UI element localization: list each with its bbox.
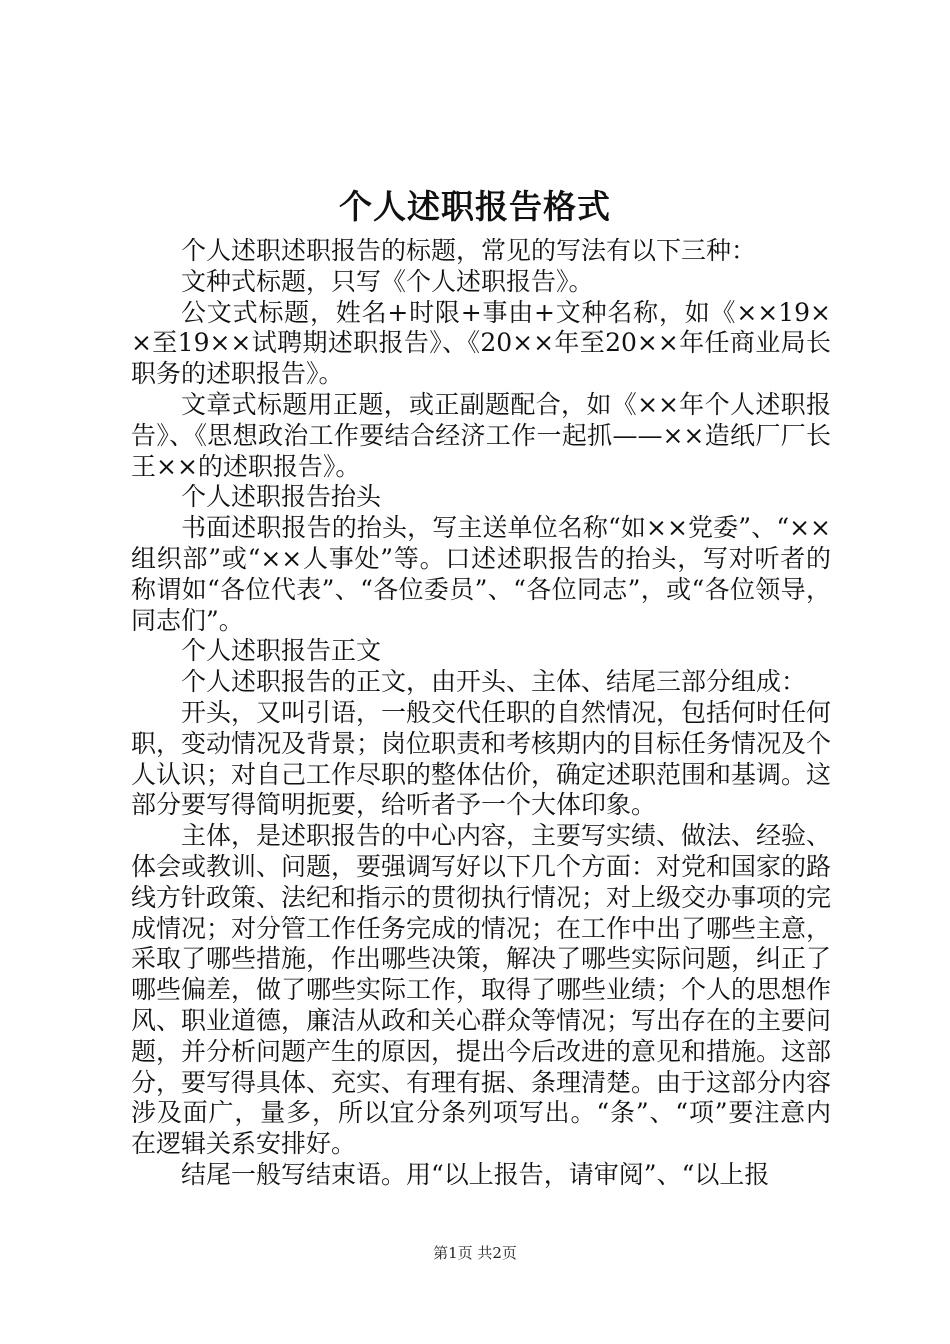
paragraph-opening: 开头，又叫引语，一般交代任职的自然情况，包括何时任何职，变动情况及背景；岗位职责和考核期内的目标任务情况及个人认识；对自己工作尽职的整体估价，确定述职范围和基调。这部分要写得简明扼要，给听者予一个大体印象。 — [131, 697, 832, 820]
document-body — [131, 236, 831, 1191]
paragraph-salutation: 书面述职报告的抬头，写主送单位名称“如××党委”、“××组织部”或“××人事处”等。口述述职报告的抬头，写对听者的称谓如“各位代表”、“各位委员”、“各位同志”，或“各位领导，同志们”。 — [131, 513, 831, 635]
paragraph-official-title: 公文式标题，姓名+时限+事由+文种名称，如《××19××至19××试聘期述职报告》、《20××年至20××年任商业局长职务的述职报告》。 — [131, 297, 831, 389]
paragraph-doc-type-title: 文种式标题，只写《个人述职报告》。 — [181, 266, 594, 296]
paragraph-body-structure: 个人述职报告的正文，由开头、主体、结尾三部分组成： — [181, 667, 807, 697]
paragraph-main-body: 主体，是述职报告的中心内容，主要写实绩、做法、经验、体会或教训、问题，要强调写好以下几个方面：对党和国家的路线方针政策、法纪和指示的贯彻执行情况；对上级交办事项的完成情况；对分管工作任务完成的情况；在工作中出了哪些主意，采取了哪些措施，作出哪些决策，解决了哪些实际问题，纠正了哪些偏差，做了哪些实际工作，取得了哪些业绩；个人的思想作风、职业道德，廉洁从政和关心群众等情况；写出存在的主要问题，并分析问题产生的原因，提出今后改进的意见和措施。这部分，要写得具体、充实、有理有据、条理清楚。由于这部分内容涉及面广，量多，所以宜分条列项写出。“条”、“项”要注意内在逻辑关系安排好。 — [131, 821, 832, 1159]
section-heading-body: 个人述职报告正文 — [181, 636, 382, 666]
page-number-footer: 第1页 共2页 — [433, 1244, 517, 1262]
section-heading-salutation: 个人述职报告抬头 — [181, 482, 382, 512]
paragraph-title-intro: 个人述职述职报告的标题，常见的写法有以下三种： — [181, 236, 757, 265]
paragraph-article-title: 文章式标题用正题，或正副题配合，如《××年个人述职报告》、《思想政治工作要结合经济工作一起抓——××造纸厂厂长王××的述职报告》。 — [131, 389, 831, 481]
paragraph-ending: 结尾一般写结束语。用“以上报告，请审阅”、“以上报 — [181, 1159, 770, 1189]
document-title: 个人述职报告格式 — [339, 187, 611, 226]
